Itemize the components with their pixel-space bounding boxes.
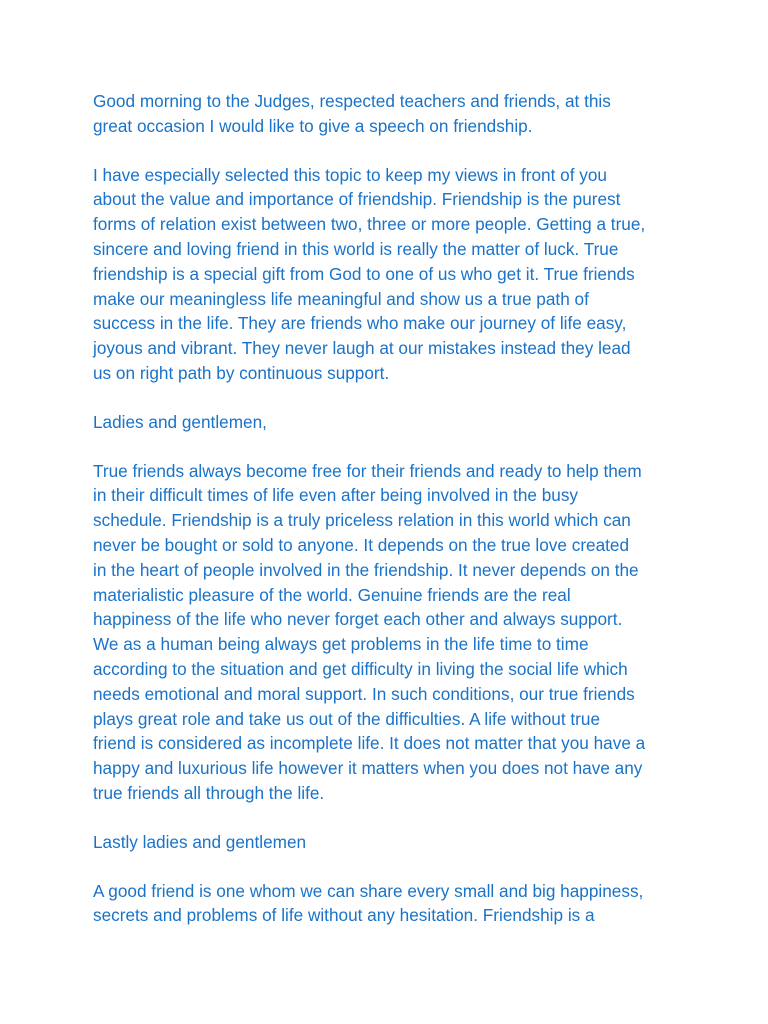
text-line: materialistic pleasure of the world. Genuine friends are the real: [93, 584, 571, 605]
text-line: schedule. Friendship is a truly priceless relation in this world which can: [93, 510, 631, 531]
speech-text-body: [93, 89, 678, 952]
text-line: make our meaningless life meaningful and show us a true path of: [93, 288, 589, 309]
text-line: happy and luxurious life however it matters when you does not have any: [93, 758, 643, 779]
text-line: according to the situation and get difficulty in living the social life which: [93, 658, 628, 679]
text-line: A good friend is one whom we can share every small and big happiness,: [93, 880, 644, 901]
text-line: Good morning to the Judges, respected teachers and friends, at this: [93, 91, 611, 111]
text-line: joyous and vibrant. They never laugh at our mistakes instead they lead: [93, 338, 631, 359]
text-line: secrets and problems of life without any hesitation. Friendship is a: [93, 905, 595, 926]
paragraph: [93, 459, 678, 806]
text-line: true friends all through the life.: [93, 782, 325, 803]
paragraph: [93, 830, 678, 855]
text-line: Ladies and gentlemen,: [93, 411, 267, 432]
text-line: happiness of the life who never forget each other and always support.: [93, 609, 623, 630]
text-line: great occasion I would like to give a speech on friendship.: [93, 115, 533, 136]
text-line: sincere and loving friend in this world is really the matter of luck. True: [93, 238, 619, 259]
text-line: never be bought or sold to anyone. It depends on the true love created: [93, 534, 630, 555]
text-line: plays great role and take us out of the difficulties. A life without true: [93, 708, 601, 729]
text-line: friend is considered as incomplete life. It does not matter that you have a: [93, 733, 646, 754]
text-line: about the value and importance of friendship. Friendship is the purest: [93, 189, 621, 210]
text-line: in the heart of people involved in the friendship. It never depends on the: [93, 559, 639, 580]
text-line: in their difficult times of life even after being involved in the busy: [93, 485, 579, 506]
text-line: needs emotional and moral support. In such conditions, our true friends: [93, 683, 635, 704]
text-line: success in the life. They are friends who make our journey of life easy,: [93, 313, 627, 334]
paragraph: [93, 163, 678, 386]
text-line: friendship is a special gift from God to one of us who get it. True friends: [93, 263, 635, 284]
paragraph: [93, 89, 678, 139]
text-line: us on right path by continuous support.: [93, 362, 390, 383]
text-line: forms of relation exist between two, three or more people. Getting a true,: [93, 214, 646, 235]
text-line: True friends always become free for their friends and ready to help them: [93, 460, 642, 481]
text-line: Lastly ladies and gentlemen: [93, 831, 307, 852]
text-line: I have especially selected this topic to keep my views in front of you: [93, 164, 607, 185]
paragraph: [93, 410, 678, 435]
paragraph: [93, 879, 678, 929]
text-line: We as a human being always get problems in the life time to time: [93, 634, 589, 655]
